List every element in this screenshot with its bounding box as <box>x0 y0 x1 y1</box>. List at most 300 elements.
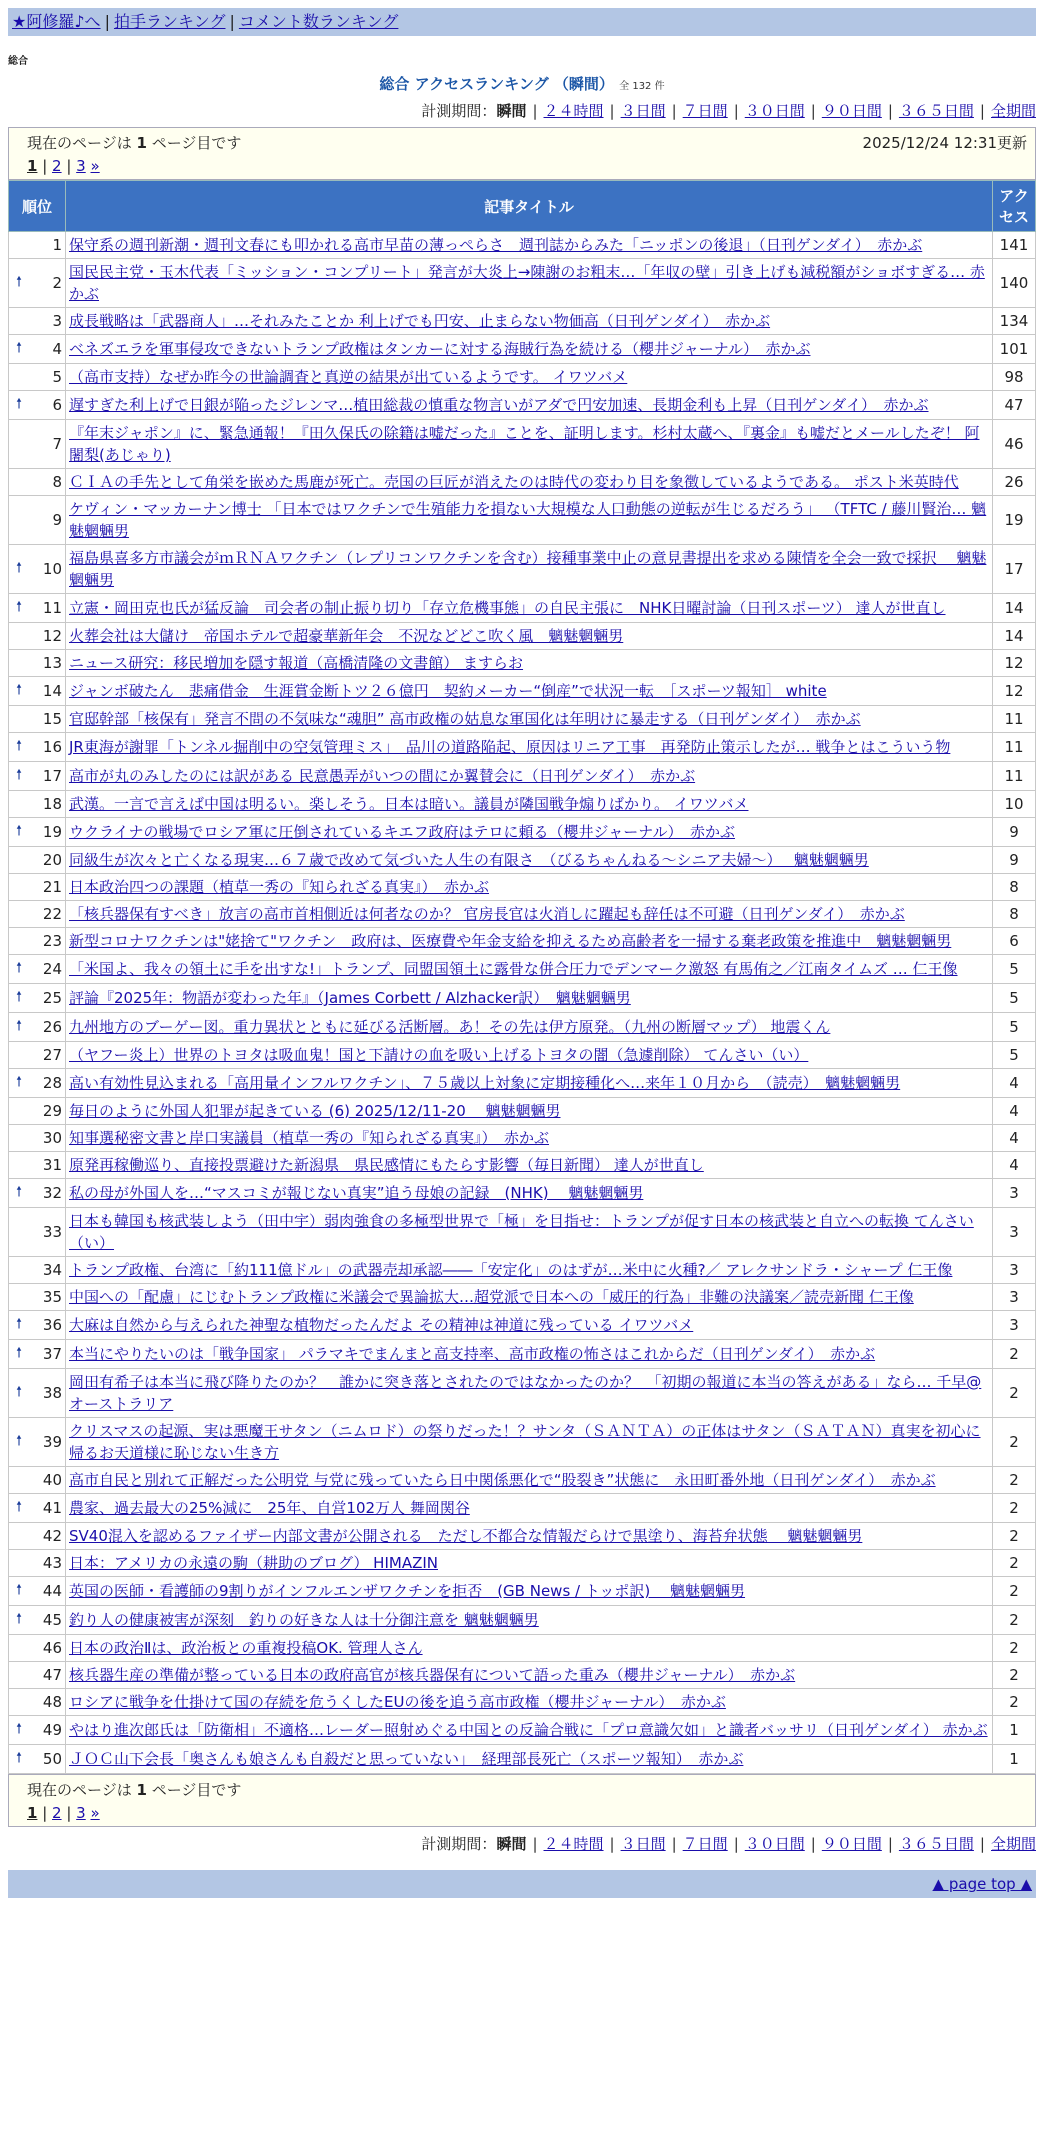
title-cell <box>66 1284 993 1311</box>
rank-number: 17 <box>29 762 66 791</box>
page-status-suffix: ページ目です <box>146 1781 242 1799</box>
article-link[interactable]: （高市支持）なぜか昨今の世論調査と真逆の結果が出ているようです。 イワツバメ <box>69 368 628 386</box>
trend-cell <box>9 232 30 259</box>
rank-number: 30 <box>29 1125 66 1152</box>
article-link[interactable]: トランプ政権、台湾に「約111億ドル」の武器売却承認――「安定化」のはずが…米中に火種?／ アレクサンドラ・シャープ 仁王像 <box>69 1261 953 1279</box>
article-link[interactable]: 釣り人の健康被害が深刻 釣りの好きな人は十分御注意を 魑魅魍魎男 <box>69 1611 539 1629</box>
rank-number: 45 <box>29 1606 66 1635</box>
rank-up-arrow-icon: 🠕 <box>15 340 22 356</box>
trend-cell <box>9 1523 30 1550</box>
table-row <box>9 364 1036 391</box>
trend-cell <box>9 1494 30 1523</box>
table-row <box>9 955 1036 984</box>
rank-up-arrow-icon: 🠕 <box>15 960 22 976</box>
title-cell <box>66 1689 993 1716</box>
page-link[interactable]: 3 <box>76 1804 86 1822</box>
access-count: 2 <box>993 1689 1036 1716</box>
table-row <box>9 1069 1036 1098</box>
page-top-link[interactable]: ▲ page top ▲ <box>932 1875 1032 1893</box>
table-row <box>9 874 1036 901</box>
access-count: 5 <box>993 984 1036 1013</box>
article-link[interactable]: 英国の医師・看護師の9割りがインフルエンザワクチンを拒否 (GB News / トッポ訳) 魑魅魍魎男 <box>69 1582 746 1600</box>
table-row <box>9 545 1036 594</box>
rank-number: 41 <box>29 1494 66 1523</box>
access-count: 11 <box>993 762 1036 791</box>
article-link[interactable]: 日本：アメリカの永遠の駒（耕助のブログ） HIMAZIN <box>69 1554 438 1572</box>
access-count: 2 <box>993 1635 1036 1662</box>
title-cell <box>66 901 993 928</box>
title-cell <box>66 1523 993 1550</box>
rank-number: 2 <box>29 259 66 308</box>
ranking-table <box>8 180 1036 1774</box>
next-page-link[interactable]: » <box>90 1804 100 1822</box>
period-selector-bottom <box>0 1833 1036 1854</box>
article-link[interactable]: 私の母が外国人を…“マスコミが報じない真実”追う母娘の記録 (NHK) 魑魅魍魎男 <box>69 1184 644 1202</box>
period-option[interactable]: 全期間 <box>990 1835 1036 1853</box>
article-link[interactable]: 国民民主党・玉木代表「ミッション・コンプリート」発言が大炎上→陳謝のお粗末…「年収の壁」引き上げも減税額がショボすぎる… 赤かぶ <box>69 263 985 303</box>
article-link[interactable]: JR東海が謝罪「トンネル掘削中の空気管理ミス」 品川の道路陥起、原因はリニア工事 再発防止策示したが… 戦争とはこういう物 <box>69 738 951 756</box>
pagination-top <box>27 157 1027 175</box>
nav-separator: | <box>229 12 235 31</box>
title-cell <box>66 1179 993 1208</box>
article-link[interactable]: 九州地方のブーゲー図。重力異状とともに延びる活断層。あ！その先は伊方原発。（九州の断層マップ） 地震くん <box>69 1018 831 1036</box>
access-count: 10 <box>993 791 1036 818</box>
table-row <box>9 1689 1036 1716</box>
table-row <box>9 928 1036 955</box>
total-count: 全 132 件 <box>619 81 665 92</box>
title-cell <box>66 1369 993 1418</box>
trend-cell <box>9 1689 30 1716</box>
article-link[interactable]: （ヤフー炎上）世界のトヨタは吸血鬼！国と下請けの血を吸い上げるトヨタの闇（急遽削除） てんさい（い） <box>69 1046 809 1064</box>
access-count: 140 <box>993 259 1036 308</box>
access-count: 6 <box>993 928 1036 955</box>
trend-cell <box>9 762 30 791</box>
page-link[interactable]: 2 <box>52 157 62 175</box>
rank-number: 10 <box>29 545 66 594</box>
access-count: 9 <box>993 847 1036 874</box>
trend-cell <box>9 496 30 545</box>
table-row <box>9 1467 1036 1494</box>
table-row <box>9 594 1036 623</box>
period-option[interactable]: ９０日間 <box>821 102 882 120</box>
ranking-title: 総合 アクセスランキング （瞬間） <box>379 75 614 93</box>
table-row <box>9 1606 1036 1635</box>
title-cell <box>66 1494 993 1523</box>
period-option[interactable]: ３日間 <box>620 102 666 120</box>
access-count: 11 <box>993 733 1036 762</box>
title-cell <box>66 469 993 496</box>
table-row <box>9 1257 1036 1284</box>
table-row <box>9 1635 1036 1662</box>
trend-cell <box>9 650 30 677</box>
article-link[interactable]: 成長戦略は「武器商人」…それみたことか 利上げでも円安、止まらない物価高（日刊ゲンダイ） 赤かぶ <box>69 312 771 330</box>
rank-number: 15 <box>29 706 66 733</box>
page-status-suffix: ページ目です <box>146 134 242 152</box>
trend-cell <box>9 1311 30 1340</box>
title-cell <box>66 1577 993 1606</box>
rank-number: 50 <box>29 1745 66 1774</box>
period-option[interactable]: ３０日間 <box>744 1835 805 1853</box>
article-link[interactable]: 日本の政治Ⅱは、政治板との重複投稿OK. 管理人さん <box>69 1639 423 1657</box>
article-link[interactable]: 原発再稼働巡り、直接投票避けた新潟県 県民感情にもたらす影響（毎日新聞） 達人が世直し <box>69 1156 704 1174</box>
article-link[interactable]: 毎日のように外国人犯罪が起きている (6) 2025/12/11-20 魑魅魍魎男 <box>69 1102 561 1120</box>
rank-number: 8 <box>29 469 66 496</box>
table-row <box>9 1152 1036 1179</box>
table-row <box>9 1125 1036 1152</box>
article-link[interactable]: 高市自民と別れて正解だった公明党 与党に残っていたら日中関係悪化で“股裂き”状態に 永田町番外地（日刊ゲンダイ） 赤かぶ <box>69 1471 936 1489</box>
rank-up-arrow-icon: 🠕 <box>15 823 22 839</box>
rank-number: 4 <box>29 335 66 364</box>
rank-number: 33 <box>29 1208 66 1257</box>
article-link[interactable]: 福島県喜多方市議会がｍＲＮＡワクチン（レプリコンワクチンを含む）接種事業中止の意見書提出を求める陳情を全会一致で採択 魑魅魍魎男 <box>69 549 987 589</box>
rank-number: 42 <box>29 1523 66 1550</box>
rank-number: 37 <box>29 1340 66 1369</box>
article-link[interactable]: SV40混入を認めるファイザー内部文書が公開される ただし不都合な情報だらけで黒塗り、海苔弁状態 魑魅魍魎男 <box>69 1527 863 1545</box>
access-count: 5 <box>993 1042 1036 1069</box>
period-separator: | <box>979 102 985 120</box>
period-option[interactable]: ７日間 <box>682 102 728 120</box>
table-row <box>9 1042 1036 1069</box>
trend-cell <box>9 1069 30 1098</box>
trend-cell <box>9 259 30 308</box>
article-link[interactable]: 武漢。一言で言えば中国は明るい。楽しそう。日本は暗い。議員が隣国戦争煽りばかり。 イワツバメ <box>69 795 749 813</box>
access-count: 2 <box>993 1550 1036 1577</box>
trend-cell <box>9 1577 30 1606</box>
article-link[interactable]: 大麻は自然から与えられた神聖な植物だったんだよ その精神は神道に残っている イワツバメ <box>69 1316 694 1334</box>
rank-number: 1 <box>29 232 66 259</box>
clap-ranking-link[interactable]: 拍手ランキング <box>113 12 226 31</box>
top-nav-bar <box>8 8 1036 36</box>
period-option[interactable]: ９０日間 <box>821 1835 882 1853</box>
rank-number: 13 <box>29 650 66 677</box>
period-separator: | <box>979 1835 985 1853</box>
trend-cell <box>9 1369 30 1418</box>
article-link[interactable]: ＣＩＡの手先として角栄を嵌めた馬鹿が死亡。売国の巨匠が消えたのは時代の変わり目を象徴しているようである。 ポスト米英時代 <box>69 473 959 491</box>
access-count: 134 <box>993 308 1036 335</box>
rank-up-arrow-icon: 🠕 <box>15 1433 22 1449</box>
article-link[interactable]: ロシアに戦争を仕掛けて国の存続を危うくしたEUの後を追う高市政権（櫻井ジャーナル） 赤かぶ <box>69 1693 726 1711</box>
rank-up-arrow-icon: 🠕 <box>15 599 22 615</box>
table-row <box>9 1284 1036 1311</box>
rank-number: 18 <box>29 791 66 818</box>
comment-ranking-link[interactable]: コメント数ランキング <box>238 12 399 31</box>
article-link[interactable]: 立憲・岡田克也氏が猛反論 司会者の制止振り切り「存立危機事態」の自民主張に NHK日曜討論（日刊スポーツ） 達人が世直し <box>69 599 946 617</box>
rank-number: 12 <box>29 623 66 650</box>
access-count: 2 <box>993 1467 1036 1494</box>
rank-up-arrow-icon: 🠕 <box>15 738 22 754</box>
table-row <box>9 1662 1036 1689</box>
access-count: 4 <box>993 1069 1036 1098</box>
trend-cell <box>9 818 30 847</box>
pagination-separator: | <box>37 1804 53 1822</box>
rank-number: 14 <box>29 677 66 706</box>
article-link[interactable]: 農家、過去最大の25%減に 25年、自営102万人 舞岡関谷 <box>69 1499 470 1517</box>
article-link[interactable]: 「核兵器保有すべき」放言の高市首相側近は何者なのか？ 官房長官は火消しに躍起も辞任は不可避（日刊ゲンダイ） 赤かぶ <box>69 905 905 923</box>
trend-cell <box>9 1208 30 1257</box>
article-link[interactable]: クリスマスの起源、実は悪魔王サタン（ニムロド）の祭りだった！？サンタ（ＳＡＮＴＡ）の正体はサタン（ＳＡＴＡＮ）真実を初心に帰るお天道様に恥じない生き方 <box>69 1422 981 1462</box>
table-row <box>9 391 1036 420</box>
pagination-separator: | <box>61 157 77 175</box>
table-row <box>9 1179 1036 1208</box>
table-header-row <box>9 181 1036 232</box>
article-link[interactable]: 『年末ジャポン』に、緊急通報！『田久保氏の除籍は嘘だった』ことを、証明します。杉村太蔵へ、『裏金』も嘘だとメールしたぞ！ 阿闍梨(あじゃり) <box>69 424 980 464</box>
article-link[interactable]: 知事選秘密文書と岸口実議員（植草一秀の『知られざる真実』） 赤かぶ <box>69 1129 550 1147</box>
rank-number: 34 <box>29 1257 66 1284</box>
access-column-header: アクセス <box>993 181 1036 232</box>
access-count: 141 <box>993 232 1036 259</box>
rank-up-arrow-icon: 🠕 <box>15 1384 22 1400</box>
period-separator: | <box>733 102 739 120</box>
table-row <box>9 1098 1036 1125</box>
period-label: 計測期間： <box>421 102 497 120</box>
title-cell <box>66 650 993 677</box>
title-cell <box>66 928 993 955</box>
article-link[interactable]: 官邸幹部「核保有」発言不問の不気味な“魂胆” 高市政権の姑息な軍国化は年明けに暴走する（日刊ゲンダイ） 赤かぶ <box>69 710 861 728</box>
title-cell <box>66 955 993 984</box>
trend-cell <box>9 420 30 469</box>
period-separator: | <box>671 102 677 120</box>
rank-number: 16 <box>29 733 66 762</box>
trend-cell <box>9 955 30 984</box>
trend-cell <box>9 594 30 623</box>
article-link[interactable]: やはり進次郎氏は「防衛相」不適格…レーダー照射めぐる中国との反論合戦に「プロ意識欠如」と識者バッサリ（日刊ゲンダイ） 赤かぶ <box>69 1721 988 1739</box>
trend-cell <box>9 1152 30 1179</box>
table-row <box>9 1013 1036 1042</box>
title-cell <box>66 1311 993 1340</box>
access-count: 4 <box>993 1152 1036 1179</box>
title-cell <box>66 874 993 901</box>
trend-cell <box>9 1042 30 1069</box>
period-label: 計測期間： <box>421 1835 497 1853</box>
rank-number: 11 <box>29 594 66 623</box>
page-status-number: 1 <box>136 1781 147 1799</box>
rank-number: 36 <box>29 1311 66 1340</box>
period-separator: | <box>532 102 538 120</box>
trend-cell <box>9 1179 30 1208</box>
table-row <box>9 1369 1036 1418</box>
rank-number: 24 <box>29 955 66 984</box>
article-link[interactable]: 高市が丸のみしたのには訳がある 民意愚弄がいつの間にか翼賛会に（日刊ゲンダイ） 赤かぶ <box>69 767 696 785</box>
table-row <box>9 984 1036 1013</box>
category-label: 総合 <box>8 56 28 67</box>
title-cell <box>66 1662 993 1689</box>
article-link[interactable]: 中国への「配慮」にじむトランプ政権に米議会で異論拡大…超党派で日本への「威圧的行為」非難の決議案／読売新聞 仁王像 <box>69 1288 914 1306</box>
article-link[interactable]: 日本も韓国も核武装しよう（田中宇）弱肉強食の多極型世界で「極」を目指せ：トランプが促す日本の核武装と自立への転換 てんさい（い） <box>69 1212 974 1252</box>
title-cell <box>66 791 993 818</box>
trend-cell <box>9 1125 30 1152</box>
table-row <box>9 496 1036 545</box>
article-link[interactable]: 高い有効性見込まれる「高用量インフルワクチン」、７５歳以上対象に定期接種化へ…来年１０月から （読売） 魑魅魍魎男 <box>69 1074 901 1092</box>
rank-number: 6 <box>29 391 66 420</box>
table-row <box>9 818 1036 847</box>
title-cell <box>66 847 993 874</box>
article-link[interactable]: ジャンボ破たん 悲痛借金 生涯賞金断トツ２６億円 契約メーカー“倒産”で状況一転 ［スポーツ報知］ white <box>69 682 827 700</box>
access-count: 14 <box>993 623 1036 650</box>
access-count: 3 <box>993 1284 1036 1311</box>
article-link[interactable]: 核兵器生産の準備が整っている日本の政府高官が核兵器保有について語った重み（櫻井ジャーナル） 赤かぶ <box>69 1666 796 1684</box>
trend-cell <box>9 469 30 496</box>
rank-up-arrow-icon: 🠕 <box>15 1184 22 1200</box>
bottom-bar <box>8 1870 1036 1898</box>
trend-cell <box>9 847 30 874</box>
rank-number: 23 <box>29 928 66 955</box>
access-count: 46 <box>993 420 1036 469</box>
article-link[interactable]: 火葬会社は大儲け 帝国ホテルで超豪華新年会 不況などどこ吹く風 魑魅魍魎男 <box>69 627 624 645</box>
article-link[interactable]: ケヴィン・マッカーナン博士 「日本ではワクチンで生殖能力を損ない大規模な人口動態の逆転が生じるだろう」 （TFTC / 藤川賢治… 魑魅魍魎男 <box>69 500 987 540</box>
title-cell <box>66 984 993 1013</box>
title-cell <box>66 259 993 308</box>
article-link[interactable]: 新型コロナワクチンは"姥捨て"ワクチン 政府は、医療費や年金支給を抑えるため高齢者を一掃する棄老政策を推進中 魑魅魍魎男 <box>69 932 952 950</box>
title-cell <box>66 1635 993 1662</box>
trend-cell <box>9 1013 30 1042</box>
current-page: 1 <box>27 1804 38 1822</box>
title-cell <box>66 496 993 545</box>
access-count: 101 <box>993 335 1036 364</box>
pagination-bottom <box>27 1804 1027 1822</box>
access-count: 2 <box>993 1523 1036 1550</box>
rank-number: 40 <box>29 1467 66 1494</box>
title-cell <box>66 1257 993 1284</box>
title-cell <box>66 1208 993 1257</box>
trend-cell <box>9 1340 30 1369</box>
article-link[interactable]: ＪＯＣ山下会長「奥さんも娘さんも自殺だと思っていない」 経理部長死亡（スポーツ報知） 赤かぶ <box>69 1750 744 1768</box>
title-cell <box>66 335 993 364</box>
table-row <box>9 259 1036 308</box>
article-link[interactable]: 岡田有希子は本当に飛び降りたのか？ 誰かに突き落とされたのではなかったのか？ 「初期の報道に本当の答えがある」なら… 千早@オーストラリア <box>69 1373 982 1413</box>
period-separator: | <box>887 1835 893 1853</box>
title-cell <box>66 818 993 847</box>
title-cell <box>66 1716 993 1745</box>
table-row <box>9 1716 1036 1745</box>
trend-cell <box>9 364 30 391</box>
period-option: 瞬間 <box>496 1835 527 1853</box>
access-count: 14 <box>993 594 1036 623</box>
article-link[interactable]: 保守系の週刊新潮・週刊文春にも叩かれる高市早苗の薄っぺらさ 週刊誌からみた「ニッポンの後退」（日刊ゲンダイ） 赤かぶ <box>69 236 923 254</box>
access-count: 3 <box>993 1179 1036 1208</box>
title-cell <box>66 232 993 259</box>
rank-up-arrow-icon: 🠕 <box>15 560 22 576</box>
title-cell <box>66 733 993 762</box>
pagination-separator: | <box>37 157 53 175</box>
trend-cell <box>9 1662 30 1689</box>
period-option[interactable]: ３６５日間 <box>898 102 974 120</box>
rank-number: 26 <box>29 1013 66 1042</box>
trend-cell <box>9 874 30 901</box>
rank-number: 7 <box>29 420 66 469</box>
trend-cell <box>9 545 30 594</box>
table-row <box>9 1418 1036 1467</box>
title-cell <box>66 420 993 469</box>
article-link[interactable]: ベネズエラを軍事侵攻できないトランプ政権はタンカーに対する海賊行為を続ける（櫻井ジャーナル） 赤かぶ <box>69 340 811 358</box>
rank-up-arrow-icon: 🠕 <box>15 1721 22 1737</box>
trend-cell <box>9 1257 30 1284</box>
rank-up-arrow-icon: 🠕 <box>15 1345 22 1361</box>
trend-cell <box>9 623 30 650</box>
rank-number: 3 <box>29 308 66 335</box>
period-separator: | <box>671 1835 677 1853</box>
title-cell <box>66 706 993 733</box>
rank-up-arrow-icon: 🠕 <box>15 1582 22 1598</box>
page-link[interactable]: 3 <box>76 157 86 175</box>
article-link[interactable]: 同級生が次々と亡くなる現実…６７歳で改めて気づいた人生の有限さ （びるちゃんねる～シニア夫婦～） 魑魅魍魎男 <box>69 851 869 869</box>
trend-cell <box>9 1284 30 1311</box>
table-row <box>9 1208 1036 1257</box>
article-link[interactable]: 本当にやりたいのは「戦争国家」 パラマキでまんまと高支持率、高市政権の怖さはこれからだ（日刊ゲンダイ） 赤かぶ <box>69 1345 876 1363</box>
rank-up-arrow-icon: 🠕 <box>15 1611 22 1627</box>
period-separator: | <box>532 1835 538 1853</box>
period-separator: | <box>810 102 816 120</box>
title-cell <box>66 1606 993 1635</box>
title-cell <box>66 677 993 706</box>
article-link[interactable]: ウクライナの戦場でロシア軍に圧倒されているキエフ政府はテロに頼る（櫻井ジャーナル） 赤かぶ <box>69 823 736 841</box>
period-option[interactable]: ２４時間 <box>543 1835 604 1853</box>
rank-number: 19 <box>29 818 66 847</box>
period-option[interactable]: ３６５日間 <box>898 1835 974 1853</box>
trend-cell <box>9 335 30 364</box>
period-option[interactable]: 全期間 <box>990 102 1036 120</box>
access-count: 8 <box>993 901 1036 928</box>
rank-column-header: 順位 <box>9 181 66 232</box>
trend-cell <box>9 1098 30 1125</box>
trend-cell <box>9 1635 30 1662</box>
nav-separator: | <box>104 12 110 31</box>
home-link[interactable]: ★阿修羅♪へ <box>12 12 101 31</box>
period-option[interactable]: ３日間 <box>620 1835 666 1853</box>
page-status-box-top <box>8 127 1036 180</box>
table-row <box>9 1340 1036 1369</box>
article-link[interactable]: 評論『2025年：物語が変わった年』（James Corbett / Alzhacker訳） 魑魅魍魎男 <box>69 989 631 1007</box>
period-separator: | <box>609 102 615 120</box>
next-page-link[interactable]: » <box>90 157 100 175</box>
pagination-separator: | <box>61 1804 77 1822</box>
period-separator: | <box>733 1835 739 1853</box>
trend-cell <box>9 1467 30 1494</box>
period-option[interactable]: ７日間 <box>682 1835 728 1853</box>
period-option[interactable]: ３０日間 <box>744 102 805 120</box>
rank-number: 9 <box>29 496 66 545</box>
rank-up-arrow-icon: 🠕 <box>15 1018 22 1034</box>
article-link[interactable]: 「米国よ、我々の領土に手を出すな!」トランプ、同盟国領土に露骨な併合圧力でデンマーク激怒 有馬侑之／江南タイムズ … 仁王像 <box>69 960 958 978</box>
title-cell <box>66 1467 993 1494</box>
title-cell <box>66 545 993 594</box>
access-count: 3 <box>993 1257 1036 1284</box>
page-link[interactable]: 2 <box>52 1804 62 1822</box>
rank-up-arrow-icon: 🠕 <box>15 1750 22 1766</box>
table-row <box>9 1311 1036 1340</box>
title-cell <box>66 1550 993 1577</box>
trend-cell <box>9 391 30 420</box>
period-separator: | <box>609 1835 615 1853</box>
period-option[interactable]: ２４時間 <box>543 102 604 120</box>
rank-number: 46 <box>29 1635 66 1662</box>
table-row <box>9 650 1036 677</box>
title-cell <box>66 623 993 650</box>
title-cell <box>66 391 993 420</box>
article-link[interactable]: 遅すぎた利上げで日銀が陥ったジレンマ…植田総裁の慎重な物言いがアダで円安加速、長期金利も上昇（日刊ゲンダイ） 赤かぶ <box>69 396 929 414</box>
rank-number: 28 <box>29 1069 66 1098</box>
title-cell <box>66 1340 993 1369</box>
article-link[interactable]: 日本政治四つの課題（植草一秀の『知られざる真実』） 赤かぶ <box>69 878 490 896</box>
article-link[interactable]: ニュース研究：移民増加を隠す報道（高橋清隆の文書館） ますらお <box>69 654 524 672</box>
table-row <box>9 1550 1036 1577</box>
table-row <box>9 901 1036 928</box>
access-count: 12 <box>993 650 1036 677</box>
page-status-box-bottom <box>8 1774 1036 1827</box>
trend-cell <box>9 901 30 928</box>
title-cell <box>66 594 993 623</box>
access-count: 1 <box>993 1745 1036 1774</box>
rank-number: 48 <box>29 1689 66 1716</box>
